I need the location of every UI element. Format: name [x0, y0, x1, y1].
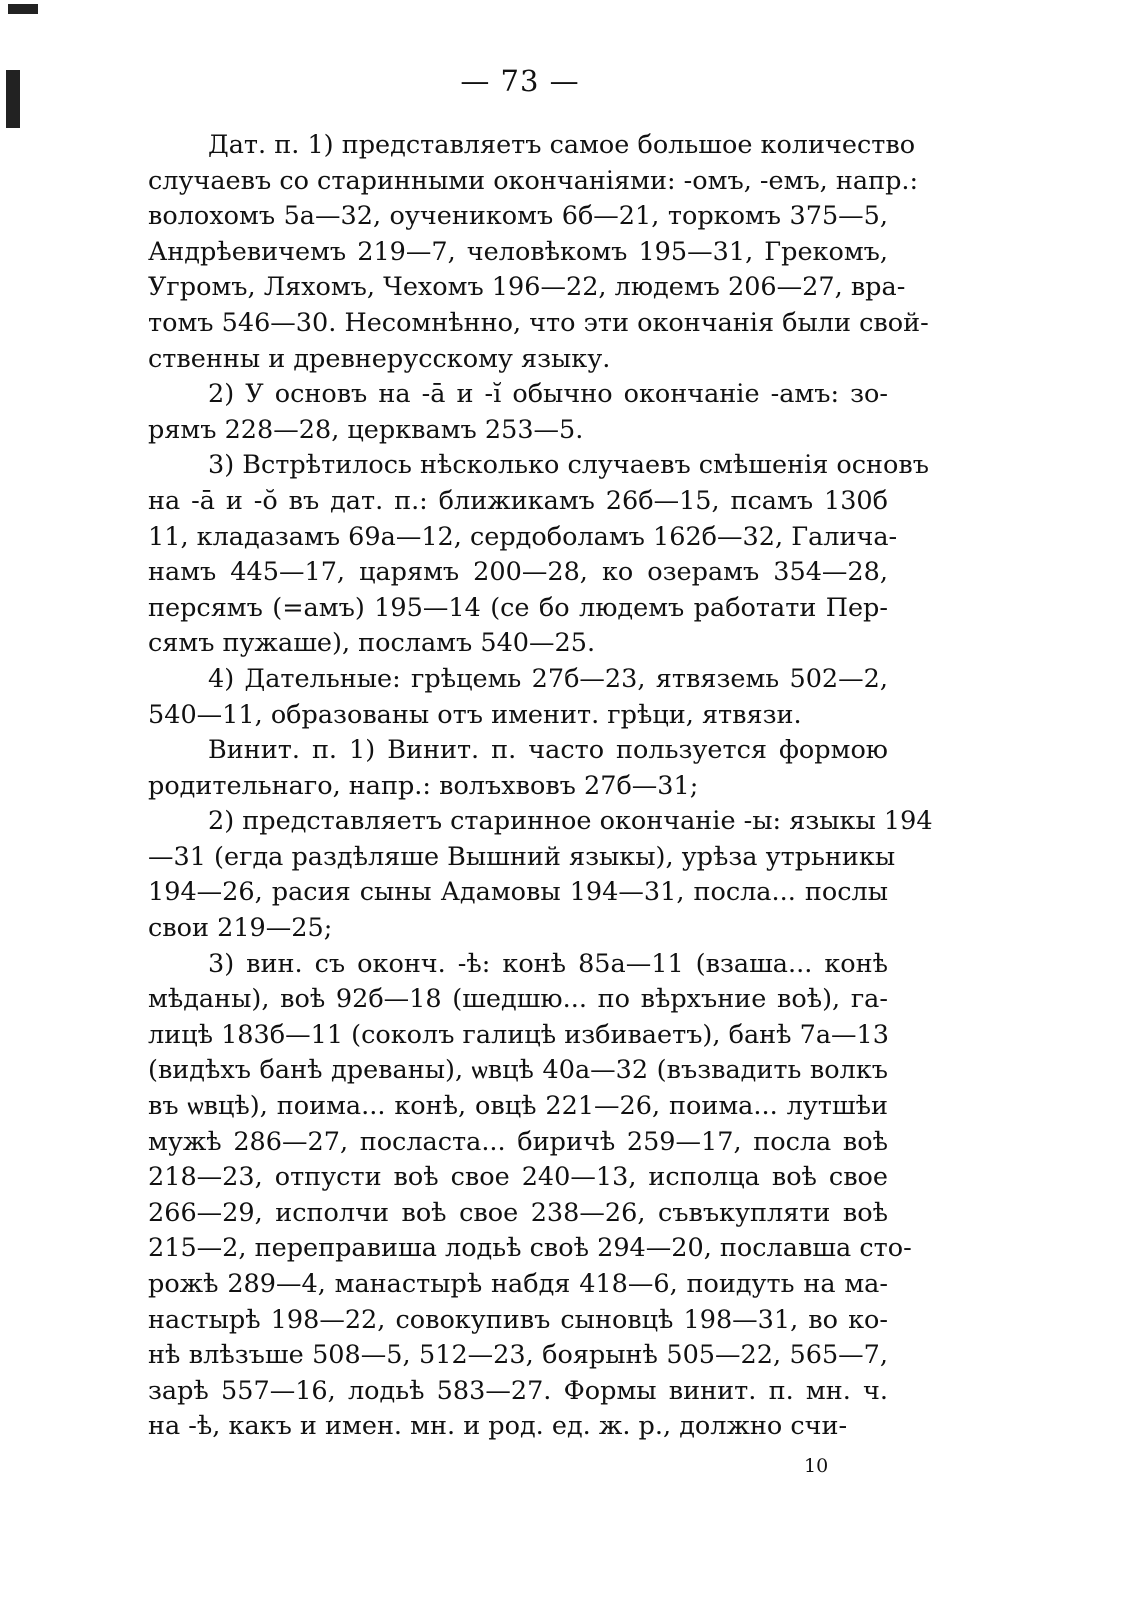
text-line: 3) Встрѣтилось нѣсколько случаевъ смѣшенія основъ	[208, 450, 929, 481]
text-line: рожѣ 289—4, манастырѣ набдя 418—6, поидуть на ма-	[148, 1269, 888, 1299]
body-text	[148, 128, 933, 1445]
text-line: Угромъ, Ляхомъ, Чехомъ 196—22, людемъ 206—27, вра-	[148, 272, 906, 303]
text-line: на -ā и -ŏ въ дат. п.: ближикамъ 26б—15, псамъ 130б	[148, 485, 888, 516]
text-line: на -ѣ, какъ и имен. мн. и род. ед. ж. р., должно счи-	[148, 1411, 848, 1442]
text-line: рямъ 228—28, церквамъ 253—5.	[148, 414, 584, 445]
paragraph	[148, 733, 888, 804]
scan-mark	[8, 4, 38, 14]
paragraph	[148, 947, 912, 1445]
text-line: (видѣхъ банѣ древаны), ѡвцѣ 40а—32 (възвадить волкъ	[148, 1055, 888, 1086]
scan-mark	[6, 70, 20, 128]
text-line: свои 219—25;	[148, 913, 333, 944]
text-line: лицѣ 183б—11 (соколъ галицѣ избиваетъ), банѣ 7а—13	[148, 1019, 889, 1050]
text-line: 4) Дательные: грѣцемь 27б—23, ятвяземь 502—2,	[208, 663, 888, 694]
text-line: намъ 445—17, царямъ 200—28, ко озерамъ 354—28,	[148, 557, 888, 588]
text-line: ственны и древнерусскому языку.	[148, 343, 611, 374]
text-line: 11, кладазамъ 69а—12, сердоболамъ 162б—32, Галича-	[148, 521, 898, 552]
paragraph	[148, 448, 929, 662]
signature-mark: 10	[804, 1455, 829, 1477]
text-line: 3) вин. съ оконч. -ѣ: конѣ 85а—11 (взаша... конѣ	[208, 948, 888, 979]
text-line: сямъ пужаше), посламъ 540—25.	[148, 628, 596, 659]
text-line: —31 (егда раздѣляше Вышний языкы), урѣза утрьникы	[148, 841, 896, 872]
text-line: въ ѡвцѣ), поима... конѣ, овцѣ 221—26, поима... лутшѣи	[148, 1091, 888, 1122]
text-line: нѣ влѣзъше 508—5, 512—23, боярынѣ 505—22, 565—7,	[148, 1340, 888, 1371]
text-line: Винит. п. 1) Винит. п. часто пользуется формою	[208, 735, 888, 766]
text-line: 218—23, отпусти воѣ свое 240—13, исполца воѣ свое	[148, 1162, 888, 1193]
text-line: Андрѣевичемъ 219—7, человѣкомъ 195—31, Грекомъ,	[148, 236, 888, 267]
text-line: томъ 546—30. Несомнѣнно, что эти окончанія были свой-	[148, 307, 929, 338]
text-line: персямъ (=амъ) 195—14 (се бо людемъ работати Пер-	[148, 592, 888, 623]
paragraph	[148, 662, 888, 733]
text-line: мѣданы), воѣ 92б—18 (шедшю... по вѣрхъние воѣ), га-	[148, 984, 888, 1015]
paragraph	[148, 804, 933, 946]
text-line: 215—2, переправиша лодьѣ своѣ 294—20, пославша сто-	[148, 1233, 912, 1264]
text-line: Дат. п. 1) представляетъ самое большое количество	[208, 130, 916, 160]
paragraph	[148, 377, 888, 448]
page-number: — 73 —	[460, 64, 580, 98]
text-line: 194—26, расия сыны Адамовы 194—31, посла... послы	[148, 877, 888, 908]
text-line: мужѣ 286—27, посласта... биричѣ 259—17, посла воѣ	[148, 1126, 888, 1157]
text-line: 266—29, исполчи воѣ свое 238—26, съвъкупляти воѣ	[148, 1197, 888, 1228]
text-line: волохомъ 5а—32, оученикомъ 6б—21, торкомъ 375—5,	[148, 201, 888, 232]
text-line: случаевъ со старинными окончаніями: -омъ, -емъ, напр.:	[148, 165, 919, 196]
text-line: родительнаго, напр.: волъхвовъ 27б—31;	[148, 770, 699, 801]
paragraph	[148, 128, 929, 377]
text-line: 540—11, образованы отъ именит. грѣци, ятвязи.	[148, 699, 802, 730]
text-line: зарѣ 557—16, лодьѣ 583—27. Формы винит. п. мн. ч.	[148, 1375, 888, 1406]
text-line: 2) У основъ на -ā и -ĭ обычно окончаніе -амъ: зо-	[208, 379, 888, 410]
text-line: 2) представляетъ старинное окончаніе -ы: языкы 194	[208, 806, 933, 837]
text-line: настырѣ 198—22, совокупивъ сыновцѣ 198—31, во ко-	[148, 1304, 888, 1335]
